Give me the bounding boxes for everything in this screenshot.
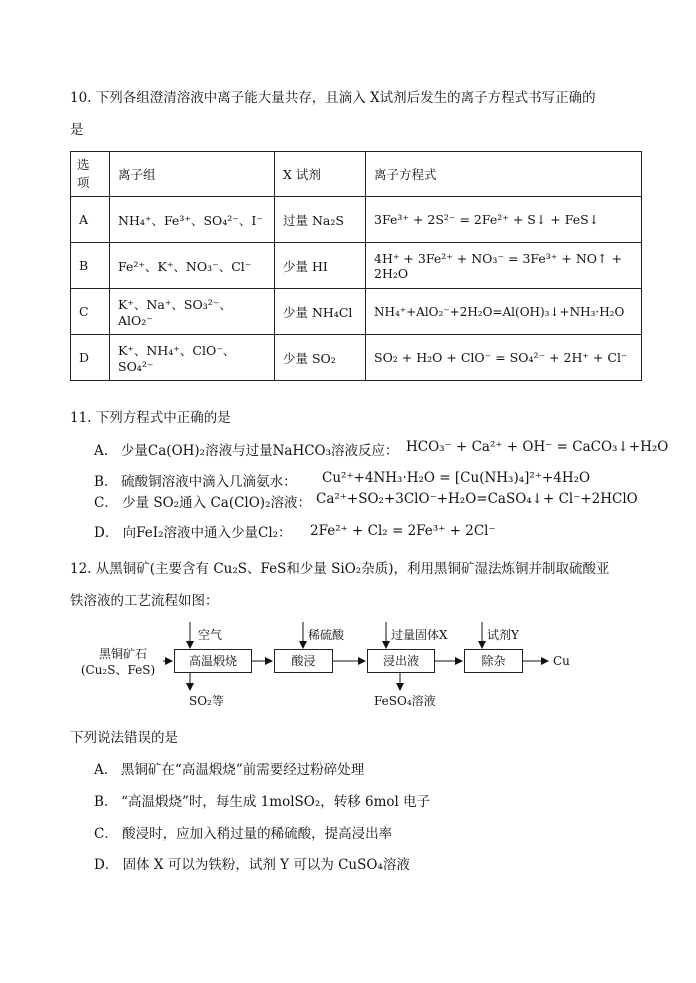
row-reagent: 少量 NH₄Cl <box>275 289 366 335</box>
row-ions: Fe²⁺、K⁺、NO₃⁻、Cl⁻ <box>110 243 275 289</box>
box-acid-leaching: 酸浸 <box>274 649 333 673</box>
row-reagent: 少量 HI <box>275 243 366 289</box>
option-label: A. <box>94 762 109 778</box>
header-option: 选 项 <box>71 152 110 197</box>
raw-material-label <box>82 646 164 678</box>
option-text: 酸浸时，应加入稍过量的稀硫酸，提高浸出率 <box>122 826 393 842</box>
row-ions: NH₄⁺、Fe³⁺、SO₄²⁻、I⁻ <box>110 197 275 243</box>
q11-option-a-equation: HCO₃⁻ + Ca²⁺ + OH⁻ = CaCO₃↓+H₂O <box>406 439 669 455</box>
product-cu: Cu <box>553 654 570 668</box>
row-equation: SO₂ + H₂O + ClO⁻ = SO₄²⁻ + 2H⁺ + Cl⁻ <box>366 335 642 381</box>
q11-stem: 11. 下列方程式中正确的是 <box>70 410 231 426</box>
option-label: D． <box>94 525 119 541</box>
header-reagent: X 试剂 <box>275 152 366 197</box>
q12-option-a <box>94 758 364 778</box>
option-text: 向FeI₂溶液中通入少量Cl₂： <box>122 525 292 541</box>
q12-option-d <box>94 853 410 873</box>
option-text: 少量Ca(OH)₂溶液与过量NaHCO₃溶液反应： <box>120 443 399 459</box>
box-calcination: 高温煅烧 <box>174 649 252 673</box>
q11-option-b-equation: Cu²⁺+4NH₃·H₂O = [Cu(NH₃)₄]²⁺+4H₂O <box>322 470 591 486</box>
raw-material-composition: (Cu₂S、FeS) <box>80 663 156 677</box>
row-equation: NH₄⁺+AlO₂⁻+2H₂O=Al(OH)₃↓+NH₃·H₂O <box>366 289 642 335</box>
output-so2: SO₂等 <box>189 694 224 708</box>
box-leachate: 浸出液 <box>367 649 435 673</box>
row-ions: K⁺、Na⁺、SO₃²⁻、AlO₂⁻ <box>110 289 275 335</box>
row-equation: 3Fe³⁺ + 2S²⁻ = 2Fe²⁺ + S↓ + FeS↓ <box>366 197 642 243</box>
row-reagent: 过量 Na₂S <box>275 197 366 243</box>
option-text: 硫酸铜溶液中滴入几滴氨水： <box>121 474 297 490</box>
option-label: B. <box>94 474 109 490</box>
row-option: B <box>71 243 110 289</box>
q12-option-b <box>94 790 430 810</box>
q11-option-d-equation: 2Fe²⁺ + Cl₂ = 2Fe³⁺ + 2Cl⁻ <box>310 523 496 539</box>
row-option: C <box>71 289 110 335</box>
row-option: A <box>71 197 110 243</box>
output-feso4: FeSO₄溶液 <box>374 694 436 708</box>
option-label: B. <box>94 794 109 810</box>
input-solid-x: 过量固体X <box>391 628 448 642</box>
row-ions: K⁺、NH₄⁺、ClO⁻、SO₄²⁻ <box>110 335 275 381</box>
option-text: “高温煅烧”时，每生成 1molSO₂，转移 6mol 电子 <box>121 794 431 810</box>
q10-stem-line1: 10. 下列各组澄清溶液中离子能大量共存，且滴入 X试剂后发生的离子方程式书写正确的 <box>70 90 596 106</box>
q12-prompt: 下列说法错误的是 <box>70 730 178 746</box>
option-label: A. <box>94 443 109 459</box>
q11-option-c-equation: Ca²⁺+SO₂+3ClO⁻+H₂O=CaSO₄↓+ Cl⁻+2HClO <box>316 491 638 507</box>
option-label: C． <box>94 826 118 842</box>
q10-stem-line2: 是 <box>70 122 84 138</box>
row-option: D <box>71 335 110 381</box>
option-text: 黑铜矿在“高温煅烧”前需要经过粉碎处理 <box>120 762 365 778</box>
option-text: 少量 SO₂通入 Ca(ClO)₂溶液： <box>122 495 311 511</box>
q12-option-c <box>94 822 392 842</box>
input-air: 空气 <box>198 628 223 642</box>
option-label: C． <box>94 495 118 511</box>
q12-stem-line2: 铁溶液的工艺流程如图： <box>70 593 219 609</box>
row-equation: 4H⁺ + 3Fe²⁺ + NO₃⁻ = 3Fe³⁺ + NO↑ + 2H₂O <box>366 243 642 289</box>
q12-stem-line1: 12. 从黑铜矿(主要含有 Cu₂S、FeS和少量 SiO₂杂质)，利用黑铜矿湿法炼铜并制取硫酸亚 <box>70 561 610 577</box>
input-reagent-y: 试剂Y <box>487 628 519 642</box>
raw-material-name: 黑铜矿石 <box>98 647 147 661</box>
input-dilute-acid: 稀硫酸 <box>308 628 345 642</box>
option-label: D． <box>94 857 119 873</box>
box-impurity-removal: 除杂 <box>464 649 523 673</box>
header-equation: 离子方程式 <box>366 152 642 197</box>
row-reagent: 少量 SO₂ <box>275 335 366 381</box>
option-text: 固体 X 可以为铁粉，试剂 Y 可以为 CuSO₄溶液 <box>122 857 410 873</box>
header-ions: 离子组 <box>110 152 275 197</box>
